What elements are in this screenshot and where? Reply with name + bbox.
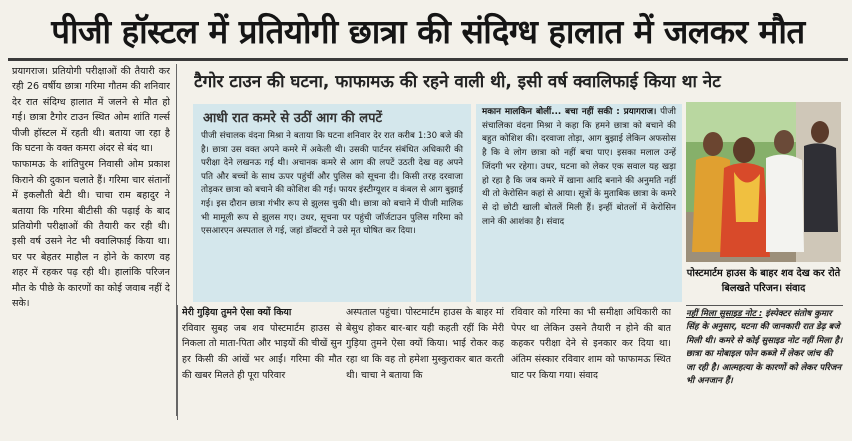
section-text: रविवार को गरिमा का भी समीक्षा अधिकारी का पेपर था लेकिन उसने तैयारी न होने की बात कहकर परीक्षा देने से इनकार कर दिया था। अंतिम संस्कार रविवार शाम को फाफामऊ स्थित घाट पर किया गया। संवाद	[511, 307, 671, 381]
sidebar-box-landlady	[476, 104, 682, 302]
article-column-mourning	[182, 305, 342, 427]
section-heading: मेरी गुड़िया तुमने ऐसा क्यों किया	[182, 307, 292, 318]
photo-caption: पोस्टमार्टम हाउस के बाहर शव देख कर रोते बिलखते परिजन। संवाद	[686, 268, 841, 294]
intro-paragraph-2: फाफामऊ के शांतिपुरम निवासी ओम प्रकाश किराने की दुकान चलाते हैं। गरिमा चार संतानों में इकलौती बेटी थी। चाचा राम बहादुर ने बताया कि गरिमा बीटीसी की पढ़ाई के बाद प्रतियोगी परीक्षाओं की तैयारी कर रही थी। इसी वर्ष उसने नेट भी क्वालिफाई किया था। घर पर बेहतर माहौल न होने के कारण वह शहर में रहकर पढ़ रही थी। हालांकि परिजन मौत के पीछे के कारणों का कोई जवाब नहीं दे सके।	[12, 159, 170, 310]
intro-paragraph-1: प्रयागराज। प्रतियोगी परीक्षाओं की तैयारी कर रही 26 वर्षीय छात्रा गरिमा गौतम की शनिवार देर रात संदिग्ध हालात में जलने से मौत हो गई। छात्रा टैगोर टाउन स्थित ओम शांति गर्ल्स पीजी हॉस्टल में रहती थी। बताया जा रहा है कि घटना के वक्त कमरा अंदर से बंद था।	[12, 66, 170, 155]
news-photo	[686, 102, 841, 262]
subheadline: टैगोर टाउन की घटना, फाफामऊ की रहने वाली थी, इसी वर्ष क्वालिफाई किया था नेट	[194, 72, 721, 92]
note-text: इंस्पेक्टर संतोष कुमार सिंह के अनुसार, घटना की जानकारी रात डेढ़ बजे मिली थी। कमरे से कोई सुसाइड नोट नहीं मिला है। छात्रा का मोबाइल फोन कब्जे में लेकर जांच की जा रही है। आत्महत्या के कारणों को लेकर परिजन भी अनजान हैं।	[686, 309, 843, 387]
section-text: अस्पताल पहुंचा। पोस्टमार्टम हाउस के बाहर मां बेसुध होकर बार-बार यही कहती रहीं कि मेरी गुड़िया तुमने ऐसा क्यों किया। भाई रोकर कह रहा था कि वह तो हमेशा मुस्कुराकर बात करती थी। चाचा ने बताया कि	[346, 307, 504, 381]
column-divider	[177, 305, 178, 420]
section-text: रविवार सुबह जब शव पोस्टमार्टम हाउस से निकला तो माता-पिता और भाइयों की चीखें सुन हर किसी की आंखें भर आईं। गरिमा की मौत की खबर मिलते ही पूरा परिवार	[182, 322, 342, 381]
box-heading: आधी रात कमरे से उठीं आग की लपटें	[203, 111, 383, 126]
mourning-family-photo-illustration	[686, 102, 841, 262]
box-body: पीजी संचालिका वंदना मिश्रा ने कहा कि हमने छात्रा को बचाने की बहुत कोशिश की। दरवाजा तोड़ा, आग बुझाई लेकिन अफसोस है कि वे लोग छात्रा को नहीं बचा पाए। इसका मलाल उन्हें जिंदगी भर रहेगा। उधर, घटना को लेकर एक सवाल यह खड़ा हो रहा है कि जब कमरे में खाना आदि बनाने की अनुमति नहीं थी तो केरोसिन कहां से आया। सूत्रों के मुताबिक छात्रा के कमरे से दो छोटी खाली बोतलें मिली हैं। इन्हीं बोतलों में केरोसिन लाने की आशंका है। संवाद	[482, 107, 676, 227]
no-suicide-note-box	[686, 305, 843, 423]
box-text: पीजी संचालक वंदना मिश्रा ने बताया कि घटना शनिवार देर रात करीब 1:30 बजे की है। छात्रा उस वक्त अपने कमरे में अकेली थी। उसकी पार्टनर संबंधित अधिकारी की परीक्षा देने लखनऊ गई थी। अचानक कमरे से आग की लपटें उठती देख वह अपने पति और बच्चों के साथ ऊपर पहुंचीं और पुलिस को सूचना दी। किसी तरह दरवाजा तोड़कर छात्रा को बचाने की कोशिश की गई। फायर इंस्टीग्यूशर व कंबल से आग बुझाई गई। इस दौरान छात्रा गंभीर रूप से झुलस चुकी थी। छात्रा को बचाने में पीजी मालिक भी मामूली रूप से झुलस गए। उधर, सूचना पर पहुंची जॉर्जटाउन पुलिस गरिमा को एसआरएन अस्पताल ले गई, जहां डॉक्टरों ने उसे मृत घोषित कर दिया।	[201, 131, 463, 237]
article-column-hospital	[346, 305, 504, 427]
note-label: नहीं मिला सुसाइड नोट :	[686, 309, 763, 319]
headline: पीजी हॉस्टल में प्रतियोगी छात्रा की संदिग्ध हालात में जलकर मौत	[8, 3, 848, 61]
article-column-intro	[12, 64, 170, 416]
box-subheading: मकान मालकिन बोलीं... बचा नहीं सकी : प्रयागराज।	[482, 107, 657, 117]
article-column-exam	[511, 305, 671, 427]
box-text	[476, 104, 682, 231]
sidebar-box-night-fire	[193, 104, 471, 302]
